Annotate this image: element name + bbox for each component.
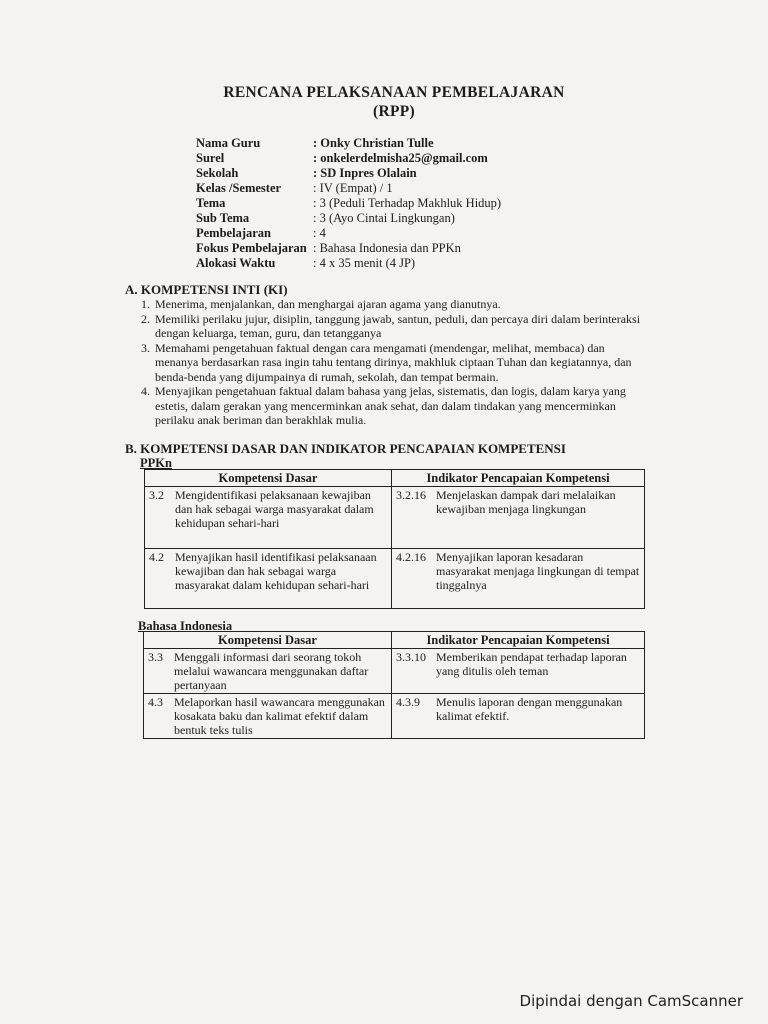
table-cell-ipk xyxy=(392,549,645,609)
column-header-ipk: Indikator Pencapaian Kompetensi xyxy=(392,632,645,649)
section-b-heading: B. KOMPETENSI DASAR DAN INDIKATOR PENCAPAIAN KOMPETENSI xyxy=(125,441,566,456)
identity-row-focus xyxy=(196,241,501,256)
core-competency-list xyxy=(141,297,641,428)
table-header-row xyxy=(144,632,645,649)
kd-code: 4.3 xyxy=(148,695,163,709)
identity-value: : Onky Christian Tulle xyxy=(313,136,434,150)
identity-row-time xyxy=(196,256,501,271)
document-title: RENCANA PELAKSANAAN PEMBELAJARAN xyxy=(223,84,565,101)
identity-row-class xyxy=(196,181,501,196)
list-item-number: 1. xyxy=(141,297,150,311)
identity-label: Fokus Pembelajaran xyxy=(196,241,307,255)
ipk-text: Memberikan pendapat terhadap laporan yang ditulis oleh teman xyxy=(436,650,627,678)
ipk-text: Menyajikan laporan kesadaran masyarakat menjaga lingkungan di tempat tinggalnya xyxy=(436,550,640,592)
scanner-watermark: Dipindai dengan CamScanner xyxy=(519,992,743,1010)
identity-value: : IV (Empat) / 1 xyxy=(313,181,393,195)
table-header-row xyxy=(145,470,645,487)
table-cell-kd xyxy=(144,694,392,739)
subject-heading-bahasa-indonesia: Bahasa Indonesia xyxy=(138,619,233,633)
column-header-ipk: Indikator Pencapaian Kompetensi xyxy=(392,470,645,487)
kd-code: 3.3 xyxy=(148,650,163,664)
identity-label: Sub Tema xyxy=(196,211,250,225)
kd-code: 4.2 xyxy=(149,550,164,564)
table-cell-kd xyxy=(144,649,392,694)
ipk-code: 3.2.16 xyxy=(396,488,426,502)
list-item xyxy=(141,341,641,385)
table-cell-kd xyxy=(145,549,392,609)
list-item-number: 3. xyxy=(141,340,150,355)
ipk-code: 4.3.9 xyxy=(396,695,420,709)
identity-label: Nama Guru xyxy=(196,136,261,150)
list-item-text: Memiliki perilaku jujur, disiplin, tanggung jawab, santun, peduli, dan percaya diri dalam berinteraksi dengan keluarga, teman, guru, dan tetangganya xyxy=(155,311,641,340)
identity-row-theme xyxy=(196,196,501,211)
table-row xyxy=(144,649,645,694)
identity-row-subtheme xyxy=(196,211,501,226)
list-item-text: Menyajikan pengetahuan faktual dalam bahasa yang jelas, sistematis, dan logis, dalam karya yang estetis, dalam gerakan yang mencerminkan anak sehat, dan dalam tindakan yang mencerminkan perilaku anak beriman dan berakhlak mulia. xyxy=(155,384,626,427)
identity-label: Alokasi Waktu xyxy=(196,256,276,270)
identity-value: : Bahasa Indonesia dan PPKn xyxy=(313,241,461,255)
identity-value: : 3 (Peduli Terhadap Makhluk Hidup) xyxy=(313,196,502,210)
table-row xyxy=(145,549,645,609)
table-cell-kd xyxy=(145,487,392,549)
kd-text: Menggali informasi dari seorang tokoh melalui wawancara menggunakan daftar pertanyaan xyxy=(174,650,369,692)
ppkn-competency-table xyxy=(144,469,645,609)
identity-value: : SD Inpres Olalain xyxy=(313,166,417,180)
identity-label: Pembelajaran xyxy=(196,226,271,240)
identity-value: : 4 x 35 menit (4 JP) xyxy=(313,256,416,270)
table-cell-ipk xyxy=(392,487,645,549)
kd-text: Melaporkan hasil wawancara menggunakan kosakata baku dan kalimat efektif dalam bentuk teks tulis xyxy=(174,695,385,737)
ipk-code: 4.2.16 xyxy=(396,550,426,564)
kd-code: 3.2 xyxy=(149,488,164,502)
identity-value: : onkelerdelmisha25@gmail.com xyxy=(313,151,488,165)
table-row xyxy=(145,487,645,549)
list-item-text: Menerima, menjalankan, dan menghargai ajaran agama yang dianutnya. xyxy=(155,297,501,311)
identity-value: : 3 (Ayo Cintai Lingkungan) xyxy=(313,211,455,225)
identity-value: : 4 xyxy=(313,226,326,240)
list-item xyxy=(141,384,641,428)
identity-label: Surel xyxy=(196,151,225,165)
identity-row-lesson xyxy=(196,226,501,241)
subject-heading-ppkn: PPKn xyxy=(140,456,172,470)
table-cell-ipk xyxy=(392,649,645,694)
list-item-number: 2. xyxy=(141,311,150,326)
section-a-heading: A. KOMPETENSI INTI (KI) xyxy=(125,282,288,297)
list-item-number: 4. xyxy=(141,384,150,398)
identity-label: Tema xyxy=(196,196,226,210)
identity-row-email xyxy=(196,151,501,166)
identity-block xyxy=(196,136,501,271)
ipk-text: Menulis laporan dengan menggunakan kalimat efektif. xyxy=(436,695,623,723)
document-subtitle: (RPP) xyxy=(373,103,415,120)
list-item-text: Memahami pengetahuan faktual dengan cara mengamati (mendengar, melihat, membaca) dan menanya berdasarkan rasa ingin tahu tentang dirinya, makhluk ciptaan Tuhan dan kegiatannya, dan benda-benda yang dijumpainya di rumah, sekolah, dan tempat bermain. xyxy=(155,340,632,384)
identity-row-school xyxy=(196,166,501,181)
identity-row-teacher xyxy=(196,136,501,151)
list-item xyxy=(141,297,641,312)
kd-text: Mengidentifikasi pelaksanaan kewajiban dan hak sebagai warga masyarakat dalam kehidupan sehari-hari xyxy=(175,488,374,530)
table-cell-ipk xyxy=(392,694,645,739)
table-row xyxy=(144,694,645,739)
ipk-text: Menjelaskan dampak dari melalaikan kewajiban menjaga lingkungan xyxy=(436,488,616,516)
bahasa-competency-table xyxy=(143,631,645,739)
ipk-code: 3.3.10 xyxy=(396,650,426,664)
column-header-kd: Kompetensi Dasar xyxy=(144,632,392,649)
column-header-kd: Kompetensi Dasar xyxy=(145,470,392,487)
kd-text: Menyajikan hasil identifikasi pelaksanaan kewajiban dan hak sebagai warga masyarakat dalam kehidupan sehari-hari xyxy=(175,550,377,592)
identity-label: Kelas /Semester xyxy=(196,181,282,195)
identity-label: Sekolah xyxy=(196,166,239,180)
list-item xyxy=(141,312,641,341)
